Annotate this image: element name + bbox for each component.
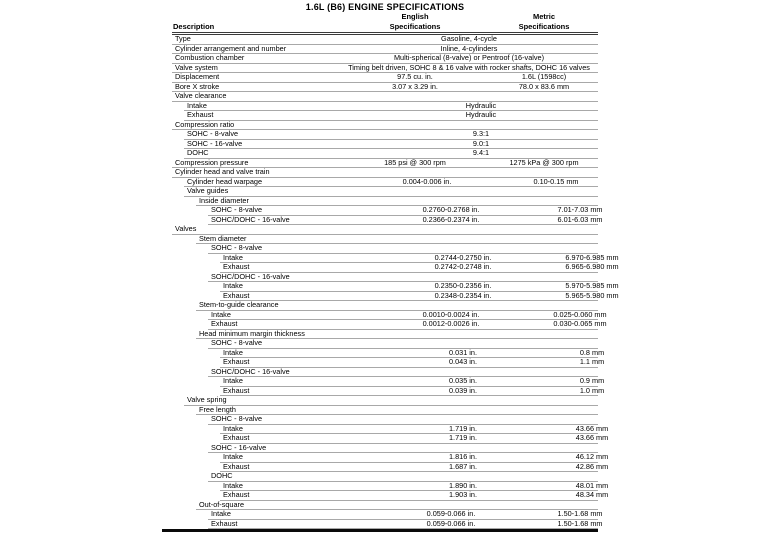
metric-value: 1.50-1.68 mm	[557, 518, 603, 528]
column-header-metric	[490, 12, 598, 31]
spec-label: SOHC/DOHC - 16-valve	[211, 366, 290, 376]
spec-row	[184, 140, 598, 150]
spec-label: Exhaust	[223, 290, 250, 300]
english-value: 0.031 in.	[449, 347, 477, 357]
spec-row	[208, 472, 598, 482]
span-value: 9.3:1	[472, 129, 490, 138]
spec-row	[208, 273, 598, 283]
spec-row	[184, 396, 598, 406]
spec-label: SOHC - 8-valve	[211, 338, 263, 347]
spec-label: SOHC - 16-valve	[211, 442, 267, 452]
english-value: 0.004-0.006 in.	[402, 176, 452, 186]
spec-label: Type	[175, 34, 191, 43]
metric-value: 43.66 mm	[575, 433, 609, 442]
spec-row	[208, 509, 603, 520]
english-value: 0.039 in.	[449, 385, 477, 395]
span-value: Multi-spherical (8-valve) or Pentroof (16-valve)	[393, 53, 545, 62]
span-value: Timing belt driven, SOHC 8 & 16 valve with rocker shafts, DOHC 16 valves	[348, 62, 590, 72]
spec-label: Intake	[223, 480, 243, 490]
spec-row	[208, 309, 607, 321]
english-value: 0.043 in.	[449, 357, 477, 366]
english-value: 1.719 in.	[449, 423, 477, 433]
spec-label: SOHC - 8-valve	[211, 205, 263, 214]
english-value: 0.2742-0.2748 in.	[434, 262, 492, 271]
metric-value: 0.10-0.15 mm	[533, 176, 579, 186]
english-value: 1.890 in.	[449, 480, 477, 490]
spec-label: Exhaust	[187, 110, 214, 119]
metric-value: 1.6L (1598cc)	[521, 72, 567, 81]
spec-row	[220, 480, 609, 492]
metric-value: 0.8 mm	[579, 347, 605, 357]
english-value: 0.2366-0.2374 in.	[422, 214, 480, 224]
spec-row	[220, 347, 605, 359]
spec-row	[208, 444, 598, 454]
english-value: 97.5 cu. in.	[397, 72, 433, 81]
spec-label: Intake	[223, 423, 243, 433]
spec-label: Valve system	[175, 62, 218, 72]
span-value: Inline, 4-cylinders	[440, 43, 498, 53]
metric-value: 6.01-6.03 mm	[557, 214, 603, 224]
spec-label: Free length	[199, 404, 236, 414]
spec-row	[220, 452, 609, 463]
spec-label: Stem diameter	[199, 233, 247, 243]
spec-row	[220, 433, 609, 444]
english-value: 3.07 x 3.29 in.	[392, 81, 438, 91]
metric-value: 1.50-1.68 mm	[557, 509, 603, 518]
spec-label: Intake	[223, 376, 243, 385]
column-header-english-line2: Specifications	[389, 21, 441, 31]
spec-label: Displacement	[175, 72, 220, 81]
spec-label: Exhaust	[223, 490, 250, 499]
spec-label: Exhaust	[223, 433, 250, 442]
metric-value: 0.9 mm	[579, 376, 605, 385]
spec-label: Exhaust	[211, 319, 238, 328]
spec-row	[196, 301, 598, 311]
spec-label: Compression pressure	[175, 157, 249, 167]
spec-label: Valve spring	[187, 395, 227, 404]
english-value: 1.903 in.	[449, 490, 477, 499]
metric-value: 6.970-6.985 mm	[565, 252, 619, 262]
metric-value: 78.0 x 83.6 mm	[518, 81, 570, 91]
english-value: 0.0010-0.0024 in.	[422, 309, 480, 319]
english-value: 185 psi @ 300 rpm	[384, 157, 446, 167]
spec-row	[184, 102, 598, 112]
spec-label: Intake	[187, 100, 207, 110]
spec-label: Exhaust	[223, 357, 250, 366]
spec-label: SOHC - 8-valve	[211, 243, 263, 252]
metric-value: 5.970-5.985 mm	[565, 281, 619, 290]
metric-value: 48.34 mm	[575, 490, 609, 499]
spec-row	[220, 385, 605, 397]
span-value: 9.4:1	[472, 148, 490, 157]
column-header-english	[340, 12, 490, 31]
metric-value: 43.66 mm	[575, 423, 609, 433]
english-value: 0.2350-0.2356 in.	[434, 281, 492, 290]
spec-row	[184, 178, 598, 188]
table-bottom-border	[162, 529, 598, 532]
spec-label: Head minimum margin thickness	[199, 328, 305, 338]
english-value: 0.2348-0.2354 in.	[434, 290, 492, 300]
spec-label: DOHC	[211, 471, 233, 480]
spec-row	[208, 415, 598, 425]
spec-row	[220, 490, 609, 501]
spec-row	[208, 339, 598, 349]
spec-row	[172, 83, 598, 93]
spec-row	[220, 423, 609, 435]
english-value: 0.0012-0.0026 in.	[422, 319, 480, 328]
spec-label: Stem-to-guide clearance	[199, 300, 279, 309]
spec-label: Cylinder head and valve train	[175, 167, 270, 176]
span-value: Hydraulic	[465, 100, 497, 110]
spec-row	[208, 244, 598, 254]
spec-label: Valves	[175, 224, 197, 233]
spec-label: Exhaust	[223, 262, 250, 271]
spec-row	[220, 461, 609, 473]
spec-label: Cylinder head warpage	[187, 176, 263, 186]
spec-row	[196, 501, 598, 511]
metric-value: 42.86 mm	[575, 461, 609, 471]
spec-label: Compression ratio	[175, 119, 235, 129]
spec-label: Cylinder arrangement and number	[175, 43, 287, 53]
column-header-description: Description	[173, 22, 215, 31]
spec-label: Exhaust	[211, 518, 238, 528]
spec-label: Intake	[223, 452, 243, 461]
column-header-metric-line1: Metric	[532, 12, 556, 21]
english-value: 1.687 in.	[449, 461, 477, 471]
spec-label: Intake	[223, 347, 243, 357]
english-value: 0.059-0.066 in.	[426, 518, 476, 528]
spec-row	[184, 111, 598, 121]
spec-label: Intake	[211, 309, 231, 319]
spec-row	[220, 376, 605, 387]
metric-value: 7.01-7.03 mm	[557, 205, 603, 214]
spec-row	[220, 252, 619, 264]
spec-label: Inside diameter	[199, 195, 249, 205]
spec-label: SOHC - 8-valve	[211, 414, 263, 423]
span-value: 9.0:1	[472, 138, 490, 148]
spec-table-body	[172, 34, 619, 529]
english-value: 0.2760-0.2768 in.	[422, 205, 480, 214]
english-value: 1.816 in.	[449, 452, 477, 461]
english-value: 1.719 in.	[449, 433, 477, 442]
spec-label: SOHC/DOHC - 16-valve	[211, 214, 290, 224]
spec-row	[208, 214, 603, 226]
spec-row	[172, 92, 598, 102]
metric-value: 46.12 mm	[575, 452, 609, 461]
spec-row	[208, 368, 598, 378]
spec-label: Intake	[223, 252, 243, 262]
spec-label: Out-of-square	[199, 499, 245, 509]
metric-value: 1275 kPa @ 300 rpm	[509, 157, 579, 167]
spec-label: Valve guides	[187, 186, 229, 195]
spec-row	[220, 281, 619, 292]
english-value: 0.059-0.066 in.	[426, 509, 476, 518]
spec-label: Valve clearance	[175, 91, 227, 100]
span-value: Hydraulic	[465, 110, 497, 119]
metric-value: 48.01 mm	[575, 480, 609, 490]
spec-label: Exhaust	[223, 461, 250, 471]
english-value: 0.2744-0.2750 in.	[434, 252, 492, 262]
metric-value: 1.1 mm	[579, 357, 605, 366]
spec-label: SOHC - 8-valve	[187, 129, 239, 138]
column-header-english-line1: English	[401, 12, 429, 21]
span-value: Gasoline, 4-cycle	[441, 34, 497, 43]
spec-row	[184, 130, 598, 140]
spec-row	[208, 518, 603, 530]
spec-label: DOHC	[187, 148, 209, 157]
spec-label: SOHC - 16-valve	[187, 138, 243, 148]
spec-label: Exhaust	[223, 385, 250, 395]
metric-value: 0.030-0.065 mm	[553, 319, 607, 328]
spec-label: Bore X stroke	[175, 81, 220, 91]
english-value: 0.035 in.	[449, 376, 477, 385]
metric-value: 0.025-0.060 mm	[553, 309, 607, 319]
page-title: 1.6L (B6) ENGINE SPECIFICATIONS	[305, 2, 465, 12]
spec-label: SOHC/DOHC - 16-valve	[211, 271, 290, 281]
table-header	[172, 12, 598, 35]
metric-value: 6.965-6.980 mm	[565, 262, 619, 271]
spec-label: Intake	[223, 281, 243, 290]
metric-value: 5.965-5.980 mm	[565, 290, 619, 300]
column-header-metric-line2: Specifications	[518, 21, 570, 31]
spec-label: Combustion chamber	[175, 53, 245, 62]
metric-value: 1.0 mm	[579, 385, 605, 395]
spec-label: Intake	[211, 509, 231, 518]
